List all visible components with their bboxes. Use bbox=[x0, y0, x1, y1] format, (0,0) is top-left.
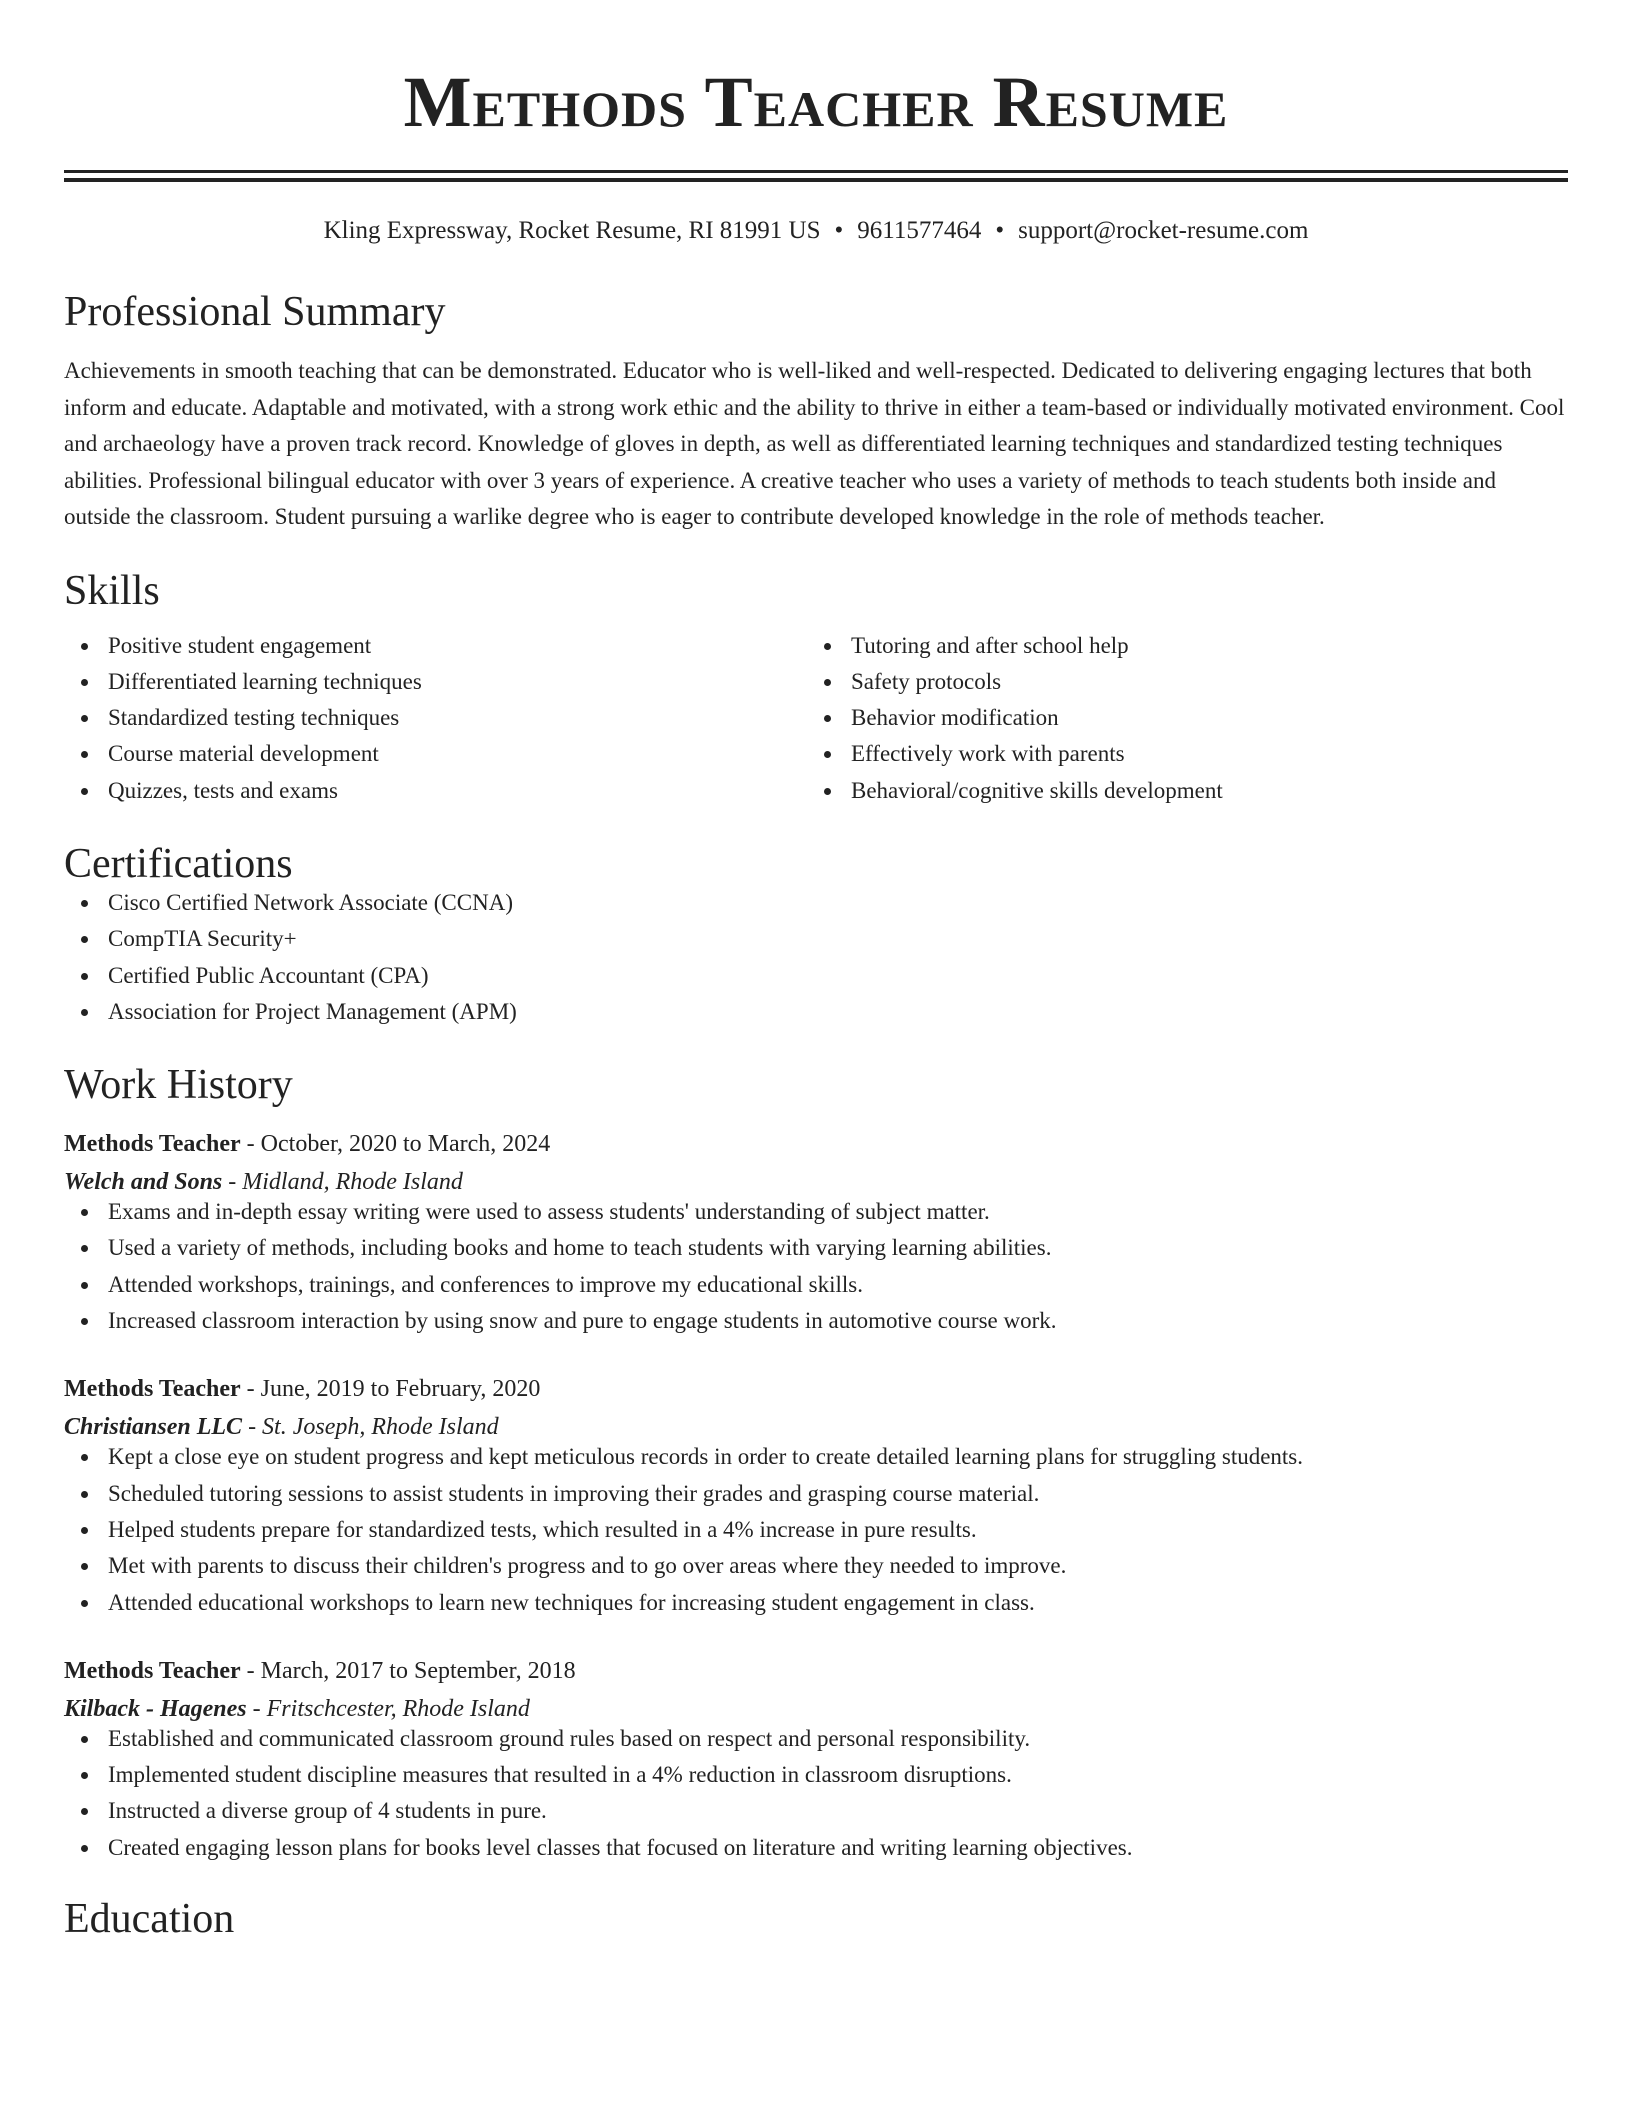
skill-item: Quizzes, tests and exams bbox=[64, 773, 807, 809]
skill-item: Safety protocols bbox=[807, 664, 1550, 700]
skills-columns bbox=[64, 628, 1568, 809]
job-location: - Midland, Rhode Island bbox=[222, 1169, 463, 1196]
contact-separator: • bbox=[834, 217, 844, 244]
certifications-heading: Certifications bbox=[64, 840, 293, 887]
job-location: - St. Joseph, Rhode Island bbox=[242, 1414, 499, 1441]
summary-text: Achievements in smooth teaching that can be demonstrated. Educator who is well-liked and well-respected. Dedicated to delivering engaging lectures that both inform and educate. Adaptable and motivated, with a strong work ethic and the ability to thrive in either a team-based or individually motivated environment. Cool and archaeology have a proven track record. Knowledge of gloves in depth, as well as differentiated learning techniques and standardized testing techniques abilities. Professional bilingual educator with over 3 years of experience. A creative teacher who uses a variety of methods to teach students both inside and outside the classroom. Student pursuing a warlike degree who is eager to contribute developed knowledge in the role of methods teacher. bbox=[64, 358, 1565, 529]
job-duty-item: Established and communicated classroom ground rules based on respect and personal responsibility. bbox=[64, 1721, 1568, 1757]
skill-item: Behavior modification bbox=[807, 700, 1550, 736]
job-duty-item: Scheduled tutoring sessions to assist students in improving their grades and grasping course material. bbox=[64, 1476, 1568, 1512]
skills-right-list bbox=[807, 628, 1550, 809]
job-title: Methods Teacher bbox=[64, 1657, 241, 1684]
job-duty-item: Helped students prepare for standardized tests, which resulted in a 4% increase in pure results. bbox=[64, 1512, 1568, 1548]
job-entry bbox=[64, 1377, 1568, 1620]
job-entry bbox=[64, 1132, 1568, 1339]
job-duties-list bbox=[64, 1439, 1568, 1620]
job-duty-item: Increased classroom interaction by using snow and pure to engage students in automotive course work. bbox=[64, 1303, 1568, 1339]
work-history-heading: Work History bbox=[64, 1062, 293, 1109]
contact-email: support@rocket-resume.com bbox=[1018, 217, 1309, 244]
skill-item: Course material development bbox=[64, 736, 807, 772]
job-company-line bbox=[64, 1697, 1568, 1721]
certification-item: Association for Project Management (APM) bbox=[64, 994, 1568, 1030]
skills-heading: Skills bbox=[64, 567, 160, 614]
job-company: Christiansen LLC bbox=[64, 1414, 243, 1441]
job-dates: - March, 2017 to September, 2018 bbox=[240, 1657, 576, 1684]
job-title: Methods Teacher bbox=[64, 1376, 241, 1403]
job-location: - Fritschcester, Rhode Island bbox=[246, 1695, 530, 1722]
skills-left-column bbox=[64, 628, 807, 809]
contact-address: Kling Expressway, Rocket Resume, RI 81991 US bbox=[323, 217, 821, 244]
job-title: Methods Teacher bbox=[64, 1131, 241, 1158]
job-duty-item: Used a variety of methods, including books and home to teach students with varying learning abilities. bbox=[64, 1230, 1568, 1266]
job-duty-item: Created engaging lesson plans for books level classes that focused on literature and writing learning objectives. bbox=[64, 1830, 1568, 1866]
job-duty-item: Attended workshops, trainings, and conferences to improve my educational skills. bbox=[64, 1267, 1568, 1303]
skill-item: Effectively work with parents bbox=[807, 736, 1550, 772]
skill-item: Behavioral/cognitive skills development bbox=[807, 773, 1550, 809]
skill-item: Tutoring and after school help bbox=[807, 628, 1550, 664]
job-duty-item: Met with parents to discuss their children's progress and to go over areas where they needed to improve. bbox=[64, 1548, 1568, 1584]
job-company: Kilback - Hagenes bbox=[64, 1695, 247, 1722]
certifications-list bbox=[64, 885, 1568, 1030]
job-title-line bbox=[64, 1659, 1568, 1683]
skill-item: Positive student engagement bbox=[64, 628, 807, 664]
job-company: Welch and Sons bbox=[64, 1169, 223, 1196]
job-company-line bbox=[64, 1170, 1568, 1194]
contact-line bbox=[64, 218, 1568, 243]
job-duties-list bbox=[64, 1721, 1568, 1866]
certification-item: Cisco Certified Network Associate (CCNA) bbox=[64, 885, 1568, 921]
job-title-line bbox=[64, 1377, 1568, 1401]
skills-left-list bbox=[64, 628, 807, 809]
job-duty-item: Instructed a diverse group of 4 students in pure. bbox=[64, 1793, 1568, 1829]
skills-right-column bbox=[807, 628, 1550, 809]
job-dates: - June, 2019 to February, 2020 bbox=[240, 1376, 541, 1403]
summary-heading: Professional Summary bbox=[64, 289, 446, 335]
title-divider bbox=[64, 170, 1568, 182]
job-title-line bbox=[64, 1132, 1568, 1156]
job-duty-item: Exams and in-depth essay writing were used to assess students' understanding of subject matter. bbox=[64, 1194, 1568, 1230]
certification-item: CompTIA Security+ bbox=[64, 921, 1568, 957]
job-duty-item: Attended educational workshops to learn new techniques for increasing student engagement in class. bbox=[64, 1585, 1568, 1621]
job-duty-item: Implemented student discipline measures that resulted in a 4% reduction in classroom disruptions. bbox=[64, 1757, 1568, 1793]
job-company-line bbox=[64, 1415, 1568, 1439]
contact-phone: 9611577464 bbox=[857, 217, 982, 244]
job-duty-item: Kept a close eye on student progress and kept meticulous records in order to create detailed learning plans for struggling students. bbox=[64, 1439, 1568, 1475]
job-duties-list bbox=[64, 1194, 1568, 1339]
certification-item: Certified Public Accountant (CPA) bbox=[64, 958, 1568, 994]
skill-item: Differentiated learning techniques bbox=[64, 664, 807, 700]
job-entry bbox=[64, 1659, 1568, 1866]
resume-title: Methods Teacher Resume bbox=[403, 62, 1229, 142]
job-dates: - October, 2020 to March, 2024 bbox=[240, 1131, 551, 1158]
contact-separator: • bbox=[995, 217, 1005, 244]
skill-item: Standardized testing techniques bbox=[64, 700, 807, 736]
education-heading: Education bbox=[64, 1896, 235, 1943]
